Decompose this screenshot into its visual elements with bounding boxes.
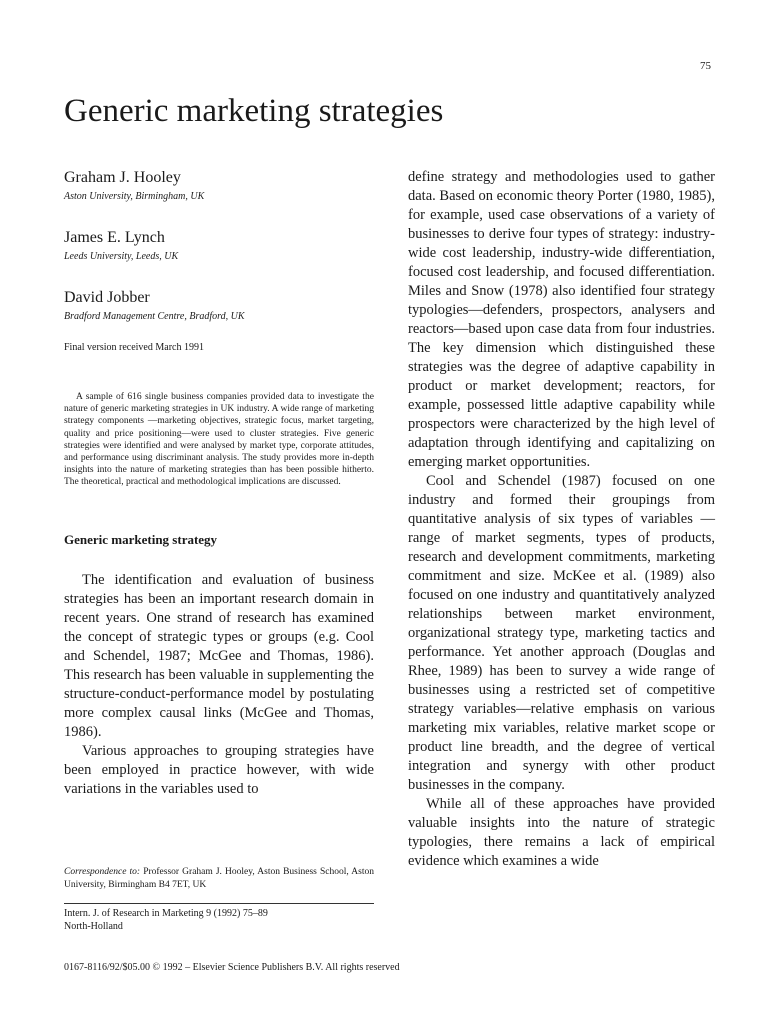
correspondence-note <box>64 866 374 892</box>
author-affiliation: Bradford Management Centre, Bradford, UK <box>64 311 245 322</box>
left-body <box>64 571 374 799</box>
correspondence-label: Correspondence to: <box>64 867 141 877</box>
journal-citation: Intern. J. of Research in Marketing 9 (1992) 75–89 <box>64 908 268 919</box>
author-affiliation: Aston University, Birmingham, UK <box>64 191 205 202</box>
body-paragraph: The identification and evaluation of business strategies has been an important research domain in recent years. One strand of research has examined the concept of strategic types or groups (e.g. Cool and Schendel, 1987; McGee and Thomas, 1986). This research has been valuable in supplementing the structure-conduct-performance model by postulating more complex causal links (McGee and Thomas, 1986). <box>64 571 374 740</box>
journal-info <box>64 907 268 933</box>
section-heading: Generic marketing strategy <box>64 531 218 547</box>
body-paragraph: Cool and Schendel (1987) focused on one industry and formed their groupings from quantitative analysis of six types of variables —range of market segments, types of products, research and development commitments, marketing commitment and size. McKee et al. (1989) also focused on one industry and quantitatively analyzed relationships between market environment, organizational strategy type, marketing tactics and performance. Yet another approach (Douglas and Rhee, 1989) has been to survey a wide range of businesses using a restricted set of competitive strategy variables—relative emphasis on various marketing mix variables, relative market scope or product line breadth, and the degree of vertical integration and synergy with other product businesses in the company. <box>408 473 715 793</box>
correspondence-text: Professor Graham J. Hooley, Aston Business School, Aston University, Birmingham B4 7ET, UK <box>64 867 375 890</box>
copyright-footer: 0167-8116/92/$05.00 © 1992 – Elsevier Science Publishers B.V. All rights reserved <box>64 962 400 973</box>
author-name: David Jobber <box>64 289 150 306</box>
abstract: A sample of 616 single business companies provided data to investigate the nature of generic marketing strategies in UK industry. A wide range of marketing strategy components —marketing objectives, strategic focus, market targeting, quality and price positioning—were used to cluster strategies. Five generic strategies were identified and were analysed by market type, corporate attitudes, and performance using discriminant analysis. The study provides more in-depth insights into the nature of marketing strategies than has been possible hitherto. The theoretical, practical and methodological implications are discussed. <box>64 392 374 488</box>
page-number: 75 <box>700 60 711 72</box>
right-column <box>408 168 715 871</box>
body-paragraph: define strategy and methodologies used to gather data. Based on economic theory Porter (1980, 1985), for example, used case observations of a variety of businesses to derive four types of strategy: industry-wide cost leadership, industry-wide differentiation, focused cost leadership, and focused differentiation. Miles and Snow (1978) also identified four strategy typologies—defenders, prospectors, analysers and reactors—based upon case data from four industries. The key dimension which distinguished these strategies was the degree of adaptive capability in product or market development; reactors, for example, possessed little adaptive capability while prospectors were characterized by the high level of adaptation through identifying and capitalizing on emerging market opportunities. <box>408 169 715 470</box>
author-block <box>64 288 374 324</box>
journal-publisher: North-Holland <box>64 921 123 932</box>
left-column <box>64 168 374 799</box>
author-name: Graham J. Hooley <box>64 169 181 186</box>
received-date: Final version received March 1991 <box>64 342 204 353</box>
author-block <box>64 228 374 288</box>
body-paragraph: Various approaches to grouping strategies have been employed in practice however, with wide variations in the variables used to <box>64 742 374 797</box>
author-affiliation: Leeds University, Leeds, UK <box>64 251 179 262</box>
divider-rule <box>64 903 374 904</box>
article-title: Generic marketing strategies <box>64 93 444 129</box>
body-paragraph: While all of these approaches have provided valuable insights into the nature of strategic typologies, there remains a lack of empirical evidence which examines a wide <box>408 796 715 869</box>
author-name: James E. Lynch <box>64 229 165 246</box>
author-block <box>64 168 374 228</box>
